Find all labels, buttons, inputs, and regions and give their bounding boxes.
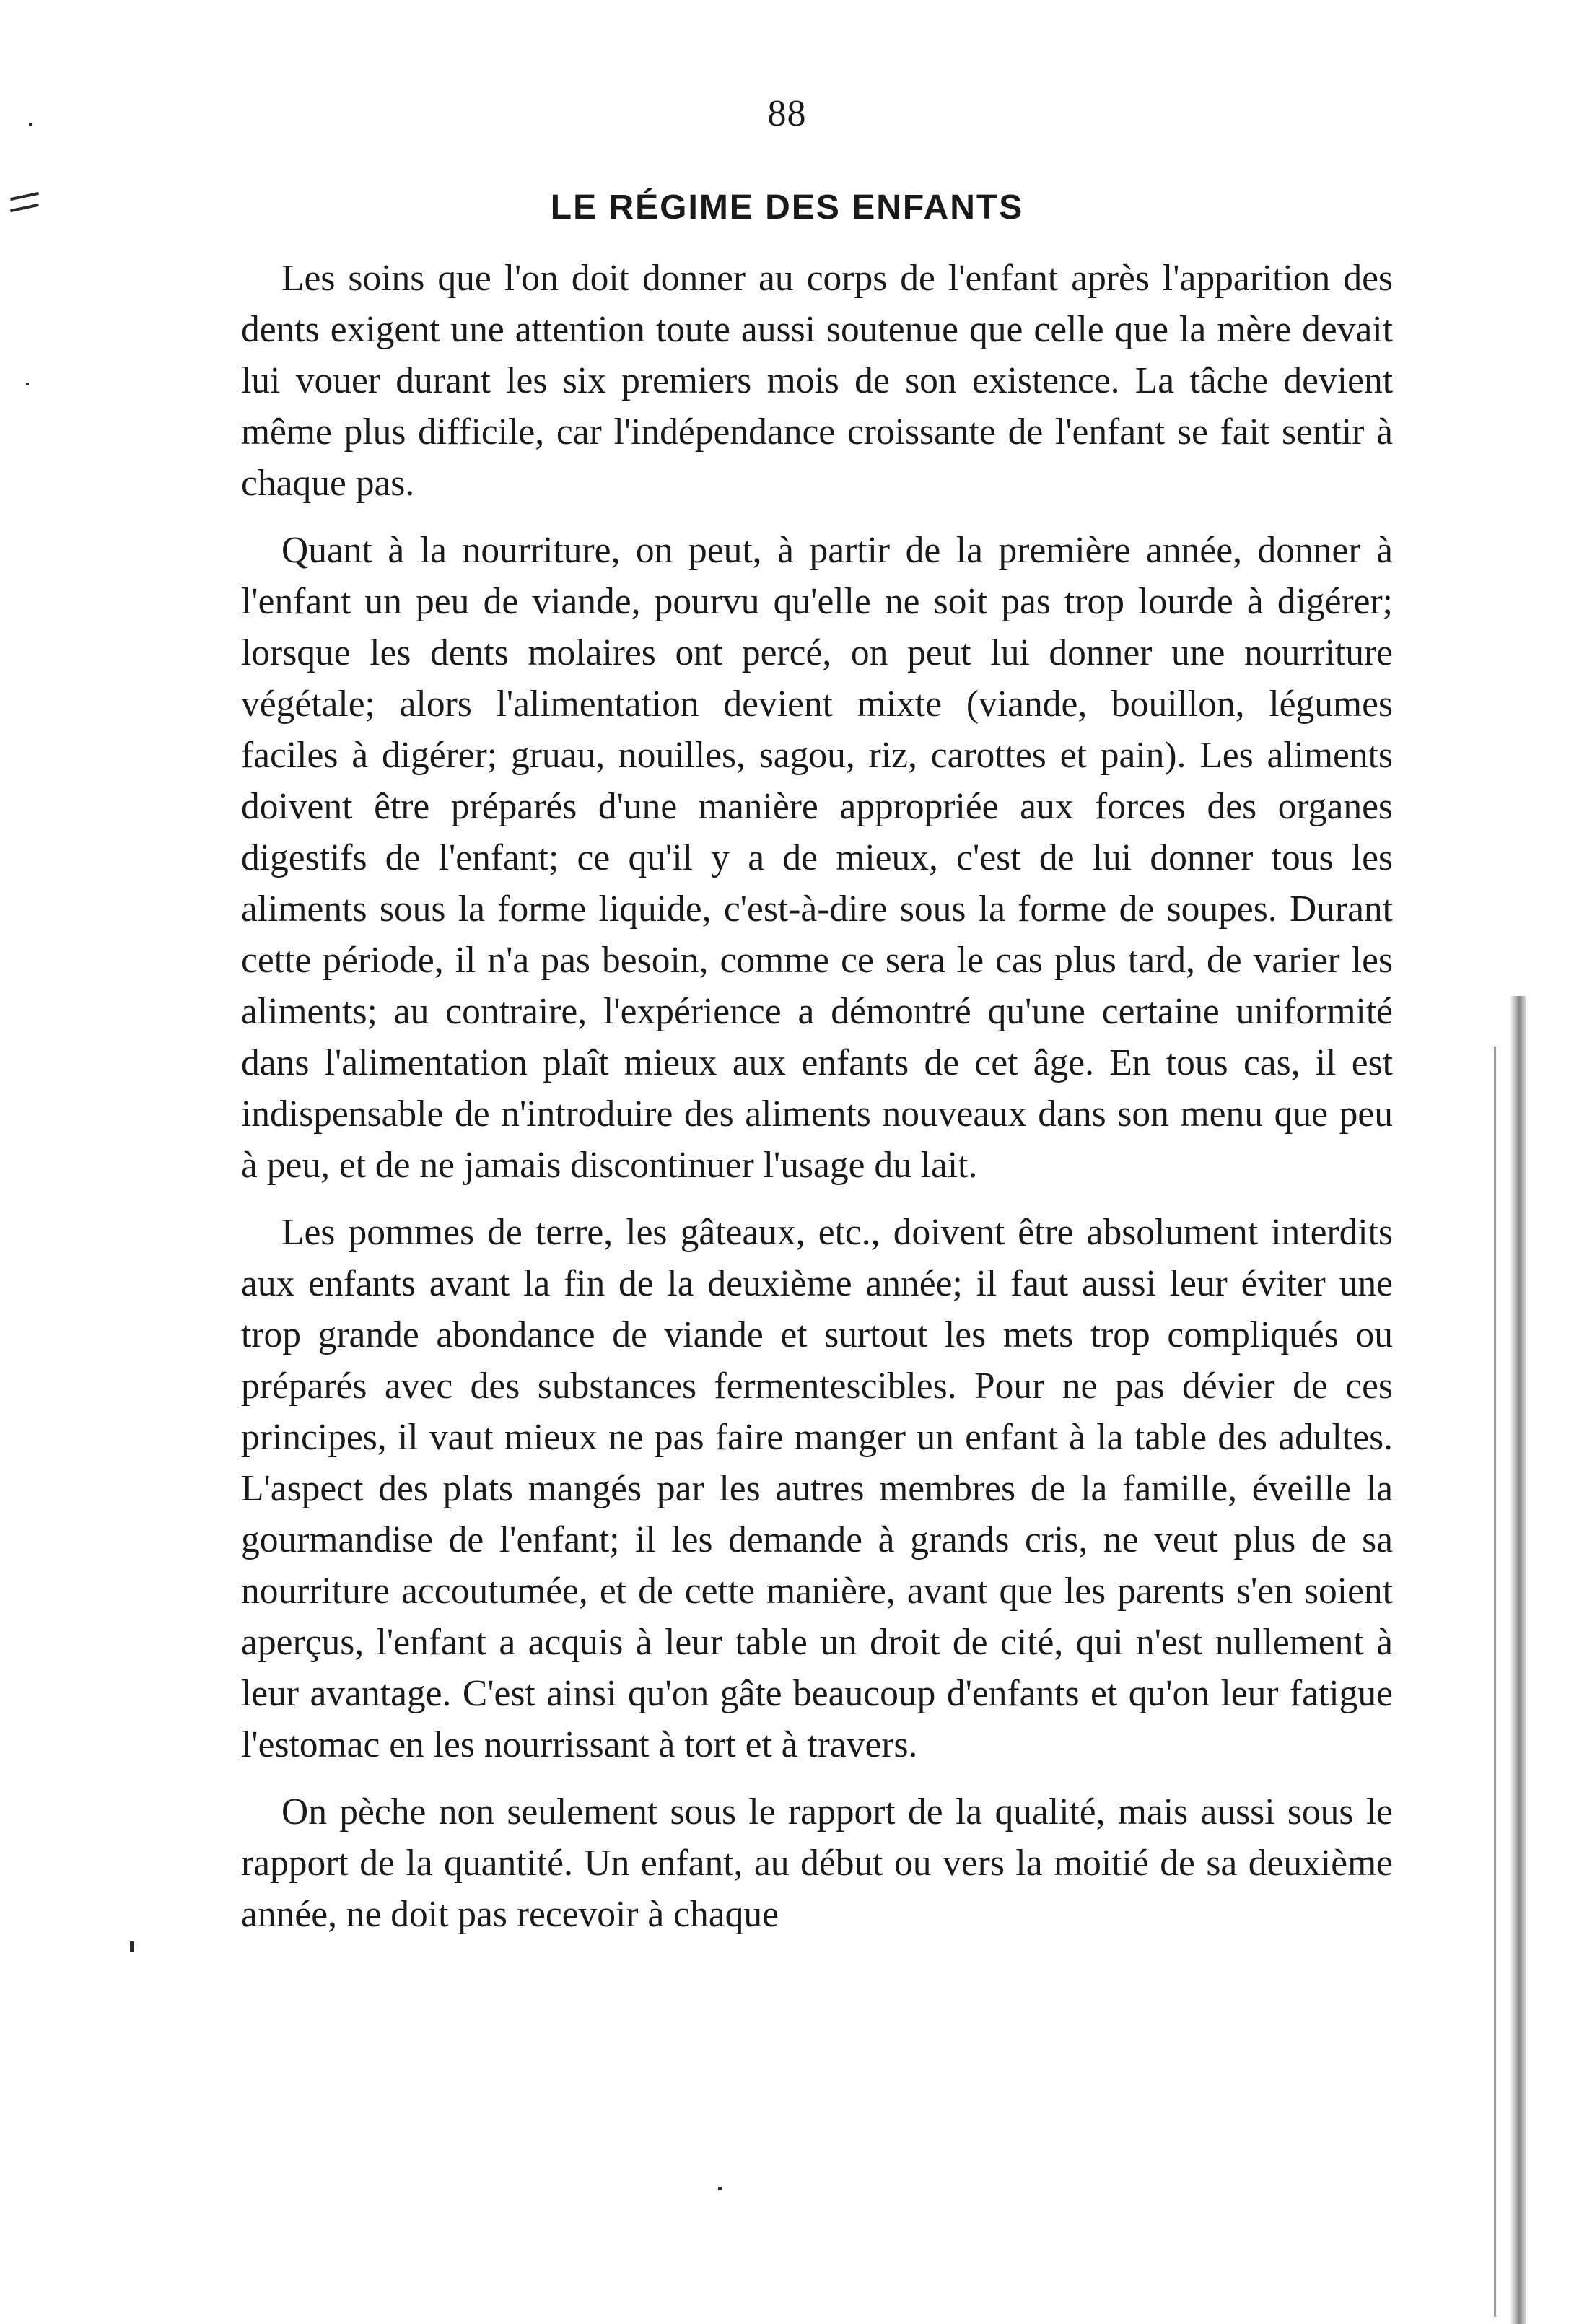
scan-mark-dot-1 <box>29 123 32 126</box>
running-title: LE RÉGIME DES ENFANTS <box>550 188 1024 227</box>
scan-mark-dot-3 <box>130 1941 134 1952</box>
paragraph-1: Les soins que l'on doit donner au corps de l'enfant après l'apparition des dents exigent une attention toute aussi soutenue que celle que la mère devait lui vouer durant les six premiers mois de son existence. La tâche devient même plus difficile, car l'indépendance croissante de l'enfant se fait sentir à chaque pas. <box>241 258 1393 504</box>
scan-mark-dot-4 <box>718 2187 722 2190</box>
paragraph-2: Quant à la nourriture, on peut, à partir de la première année, donner à l'enfant un peu de viande, pourvu qu'elle ne soit pas trop lourde à digérer; lorsque les dents molaires ont percé, on peut lui donner une nourriture végétale; alors l'alimentation devient mixte (viande, bouillon, légumes faciles à digérer; gruau, nouilles, sagou, riz, carottes et pain). Les aliments doivent être préparés d'une manière appropriée aux forces des organes digestifs de l'enfant; ce qu'il y a de mieux, c'est de lui donner tous les aliments sous la forme liquide, c'est-à-dire sous la forme de soupes. Durant cette période, il n'a pas besoin, comme ce sera le cas plus tard, de varier les aliments; au contraire, l'expérience a démontré qu'une certaine uniformité dans l'alimentation plaît mieux aux enfants de cet âge. En tous cas, il est indispensable de n'introduire des aliments nouveaux dans son menu que peu à peu, et de ne jamais discontinuer l'usage du lait. <box>241 530 1393 1186</box>
body-text <box>241 253 1393 1956</box>
paragraph-4: On pèche non seulement sous le rapport de la qualité, mais aussi sous le rapport de la quantité. Un enfant, au début ou vers la moitié de sa deuxième année, ne doit pas recevoir à chaque <box>241 1791 1393 1935</box>
page-number: 88 <box>767 93 807 134</box>
paragraph-3: Les pommes de terre, les gâteaux, etc., doivent être absolument interdits aux enfants avant la fin de la deuxième année; il faut aussi leur éviter une trop grande abondance de viande et surtout les mets trop compliqués ou préparés avec des substances fermentescibles. Pour ne pas dévier de ces principes, il vaut mieux ne pas faire manger un enfant à la table des adultes. L'aspect des plats mangés par les autres membres de la famille, éveille la gourmandise de l'enfant; il les demande à grands cris, ne veut plus de sa nourriture accoutumée, et de cette manière, avant que les parents s'en soient aperçus, l'enfant a acquis à leur table un droit de cité, qui n'est nullement à leur avantage. C'est ainsi qu'on gâte beaucoup d'enfants et qu'on leur fatigue l'estomac en les nourrissant à tort et à travers. <box>241 1212 1393 1765</box>
scan-mark-dot-2 <box>26 383 29 385</box>
margin-shadow-strip <box>1510 996 1526 2324</box>
margin-shadow-line <box>1494 1047 1496 2317</box>
